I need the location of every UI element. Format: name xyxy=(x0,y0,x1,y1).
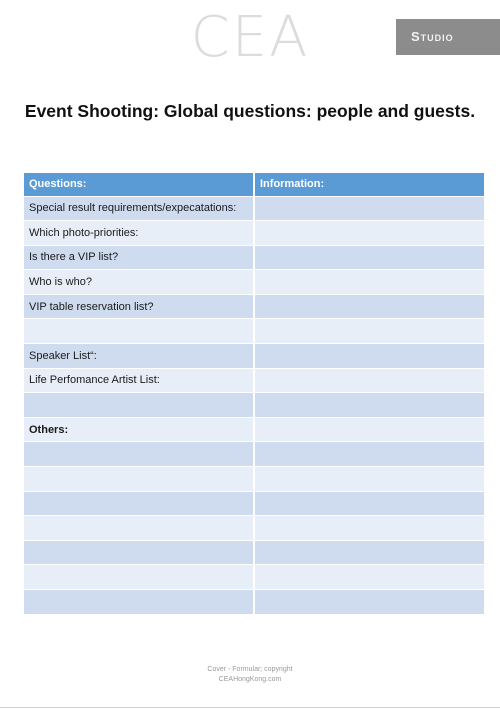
questions-table xyxy=(24,173,484,614)
question-cell: Special result requirements/expecatations: xyxy=(24,196,254,221)
table-row xyxy=(24,294,484,319)
footer xyxy=(0,665,500,685)
table-row xyxy=(24,442,484,467)
table-row xyxy=(24,344,484,369)
table-row xyxy=(24,540,484,565)
question-cell: Which photo-priorities: xyxy=(24,221,254,246)
table-row xyxy=(24,491,484,516)
information-cell[interactable] xyxy=(254,294,484,319)
information-cell[interactable] xyxy=(254,270,484,295)
information-cell[interactable] xyxy=(254,245,484,270)
information-cell[interactable] xyxy=(254,319,484,344)
question-cell: VIP table reservation list? xyxy=(24,294,254,319)
table-row xyxy=(24,221,484,246)
question-cell xyxy=(24,590,254,615)
table-row xyxy=(24,319,484,344)
information-cell[interactable] xyxy=(254,491,484,516)
question-cell xyxy=(24,442,254,467)
information-cell[interactable] xyxy=(254,590,484,615)
question-cell: Life Perfomance Artist List: xyxy=(24,368,254,393)
question-cell xyxy=(24,467,254,492)
question-cell xyxy=(24,393,254,418)
question-cell xyxy=(24,319,254,344)
table-header-row xyxy=(24,173,484,196)
page-title: Event Shooting: Global questions: people and guests. xyxy=(24,101,476,121)
footer-copyright: Cover - Formular; copyright xyxy=(207,666,293,673)
footer-website: CEAHongKong.com xyxy=(218,676,282,683)
information-column-header: Information: xyxy=(254,173,484,196)
cea-logo: CEA xyxy=(190,5,310,70)
table-row xyxy=(24,245,484,270)
question-cell xyxy=(24,565,254,590)
table-row xyxy=(24,467,484,492)
information-cell[interactable] xyxy=(254,417,484,442)
table-row xyxy=(24,393,484,418)
page-bottom-rule xyxy=(0,707,500,708)
question-cell: Others: xyxy=(24,417,254,442)
question-cell xyxy=(24,491,254,516)
information-cell[interactable] xyxy=(254,221,484,246)
table-row xyxy=(24,516,484,541)
information-cell[interactable] xyxy=(254,368,484,393)
question-cell xyxy=(24,540,254,565)
question-cell: Is there a VIP list? xyxy=(24,245,254,270)
table-row xyxy=(24,590,484,615)
information-cell[interactable] xyxy=(254,344,484,369)
question-cell xyxy=(24,516,254,541)
information-cell[interactable] xyxy=(254,540,484,565)
table-row xyxy=(24,196,484,221)
information-cell[interactable] xyxy=(254,196,484,221)
table-row xyxy=(24,368,484,393)
information-cell[interactable] xyxy=(254,393,484,418)
questions-column-header: Questions: xyxy=(24,173,254,196)
question-cell: Speaker List“: xyxy=(24,344,254,369)
question-cell: Who is who? xyxy=(24,270,254,295)
table-row xyxy=(24,565,484,590)
table-body xyxy=(24,196,484,614)
information-cell[interactable] xyxy=(254,565,484,590)
information-cell[interactable] xyxy=(254,442,484,467)
information-cell[interactable] xyxy=(254,467,484,492)
information-cell[interactable] xyxy=(254,516,484,541)
studio-badge: Studio xyxy=(396,19,500,55)
table-row xyxy=(24,270,484,295)
table-row xyxy=(24,417,484,442)
